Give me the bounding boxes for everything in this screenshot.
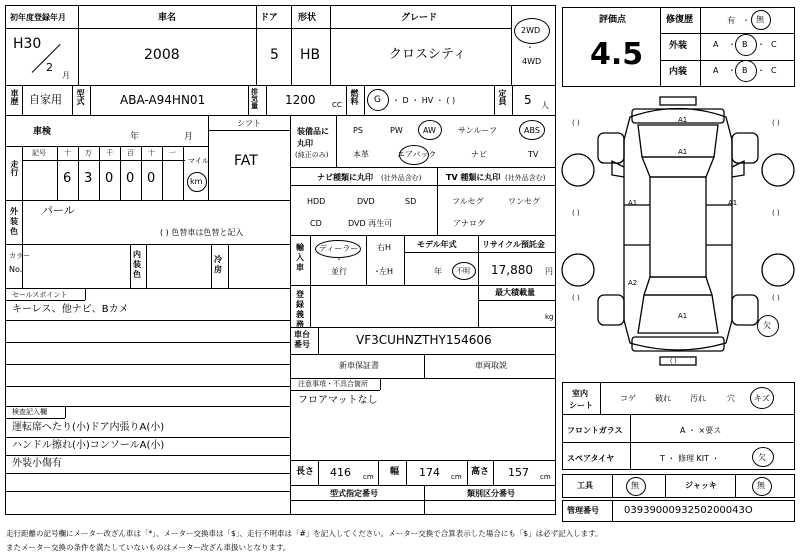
navi-dvd: DVD <box>357 197 375 206</box>
repair-no: 無 <box>756 15 764 24</box>
capacity: 5 <box>524 93 532 107</box>
import-dot: ・ <box>335 255 343 264</box>
mileage-digit: 0 <box>147 171 156 186</box>
grade-label: グレード <box>401 13 438 23</box>
mileage-digit: 0 <box>105 171 114 186</box>
import-dealer: ディーラー <box>319 244 359 253</box>
seat-label-2: シート <box>569 401 593 410</box>
tv-sub: (社外品含む) <box>505 174 546 182</box>
inspection-year-unit: 年 <box>130 132 140 142</box>
interior-grade-c: C <box>771 66 777 75</box>
usage-label: 車歴 <box>10 89 19 105</box>
svg-text:( ): ( ) <box>670 358 677 365</box>
score-label: 評価点 <box>599 15 627 25</box>
exterior-grade-dot: ・ <box>728 40 736 49</box>
model-label: 型式 <box>76 89 85 105</box>
km-label: km <box>190 177 203 186</box>
car-name-label: 車名 <box>158 13 177 23</box>
class-number-label: 類別区分番号 <box>467 489 515 498</box>
digit-header: 十 <box>148 149 155 157</box>
equip-leather: 本革 <box>353 150 369 159</box>
recycle-label: リサイクル預託金 <box>482 240 545 249</box>
inspector-line-2: ハンドル擦れ(小)コンソールA(小) <box>12 440 165 451</box>
navi-cd: CD <box>310 219 322 228</box>
svg-text:( ): ( ) <box>772 209 780 217</box>
digit-header: 十 <box>64 149 71 157</box>
fuel-label: 燃料 <box>350 89 359 105</box>
management-number: 0393900093250200043O <box>624 505 753 516</box>
jack-label: ジャッキ <box>685 481 717 490</box>
new-car-warranty: 新車保証書 <box>339 361 379 370</box>
seat-dirt: 汚れ <box>690 394 706 403</box>
seat-tear: 破れ <box>655 394 671 403</box>
digit-header: 一 <box>169 149 176 157</box>
first-reg-label: 初年度登録年月 <box>10 13 66 22</box>
equipment-label-3: (純正のみ) <box>295 151 329 159</box>
color-no-label-1: カラー <box>9 252 30 260</box>
recycle-amount: 17,880 <box>491 263 533 277</box>
interior-grade-label: 内装 <box>669 67 688 77</box>
exterior-grade-c: C <box>771 40 777 49</box>
svg-text:( ): ( ) <box>772 119 780 127</box>
import-dot-2: ・ <box>373 267 381 276</box>
exterior-label: 外装色 <box>10 207 18 236</box>
left-sheet <box>5 5 556 515</box>
svg-text:( ): ( ) <box>572 119 580 127</box>
footer-line-1: 走行距離の記号欄にメーター改ざん車は「*」、メーター交換車は「$」、走行不明車は「#」を記入してください。メーター交換で合算表示した場合にも「$」は必ず記入します。 <box>6 529 603 538</box>
seat-scratch: キズ <box>754 394 770 403</box>
svg-text:( ): ( ) <box>572 209 580 217</box>
exterior-grade-b: B <box>742 40 748 49</box>
shape: HB <box>300 47 321 63</box>
inspection-month-unit: 月 <box>184 132 194 142</box>
vehicle-manual: 車両取説 <box>475 361 507 370</box>
exterior-color: パール <box>42 204 75 217</box>
spare-missing: 欠 <box>758 453 766 462</box>
height: 157 <box>508 466 529 479</box>
doors: 5 <box>270 47 279 63</box>
notes-text: フロアマットなし <box>298 395 378 406</box>
tools-label: 工具 <box>577 481 593 490</box>
length: 416 <box>330 466 351 479</box>
shape-label: 形状 <box>298 13 317 23</box>
cc-unit: CC <box>332 101 342 109</box>
model: ABA-A94HN01 <box>120 93 206 107</box>
mile-label: マイル <box>188 157 209 165</box>
equip-pw: PW <box>390 126 403 135</box>
tv-fullseg: フルセグ <box>452 197 484 206</box>
fuel-g: G <box>374 95 381 105</box>
svg-text:( ): ( ) <box>572 294 580 302</box>
interior-grade-b: B <box>742 66 748 75</box>
tv-analog: アナログ <box>453 219 485 228</box>
import-label: 輸入車 <box>296 243 304 272</box>
equip-aw: AW <box>423 126 436 135</box>
era-year: H30 <box>13 36 42 52</box>
car-name: 2008 <box>144 47 180 63</box>
spare-label: スペアタイヤ <box>567 454 615 463</box>
tools-value: 無 <box>631 481 639 490</box>
tv-label: TV 種類に丸印 <box>446 173 501 182</box>
damage-mark-left-rear: A2 <box>628 279 638 287</box>
drive-4wd: 4WD <box>522 57 542 66</box>
equip-tv: TV <box>528 150 539 159</box>
shift: FAT <box>234 153 258 169</box>
exterior-grade-dot: ・ <box>757 40 765 49</box>
footer-line-2: またメーター交換の条件を満たしていないものはメーター改ざん車扱いとなります。 <box>6 543 291 552</box>
drive-dot: ・ <box>526 43 534 52</box>
inspection-label: 車検 <box>33 127 52 137</box>
reg-month: 2 <box>46 61 53 74</box>
import-parallel: 並行 <box>331 267 347 276</box>
equip-airbag: エアバック <box>397 150 437 159</box>
height-unit: cm <box>540 473 551 481</box>
exterior-grade-label: 外装 <box>669 41 688 51</box>
repair-dot: ・ <box>742 16 750 25</box>
equipment-label-1: 装備品に <box>297 127 329 136</box>
mileage-digit: 6 <box>63 171 72 186</box>
exterior-grade-a: A <box>713 40 719 49</box>
model-year-unit: 年 <box>434 267 442 276</box>
interior-grade-dot: ・ <box>728 66 736 75</box>
inspector-line-3: 外装小傷有 <box>12 458 62 469</box>
damage-mark-roof: A1 <box>678 148 688 156</box>
reg-month-unit: 月 <box>62 71 70 80</box>
max-load-label: 最大積載量 <box>495 288 535 297</box>
spare-value: T ・ 修理 KIT ・ <box>660 454 720 463</box>
navi-sd: SD <box>405 197 417 206</box>
displacement: 1200 <box>285 93 316 107</box>
shift-label: シフト <box>237 119 261 128</box>
color-no-label-2: No. <box>9 265 23 274</box>
digit-header: 百 <box>127 149 134 157</box>
equipment-label-2: 丸印 <box>297 139 313 148</box>
length-unit: cm <box>363 473 374 481</box>
import-left-h: 左H <box>379 267 394 276</box>
kg-unit: kg <box>545 313 554 321</box>
equip-abs: ABS <box>524 126 540 135</box>
damage-mark-rear: A1 <box>678 312 688 320</box>
equip-sunroof: サンルーフ <box>458 126 497 135</box>
inspector-label: 検査記入欄 <box>12 408 47 416</box>
jack-value: 無 <box>757 481 765 490</box>
sales-point-text: キーレス、他ナビ、Bカメ <box>12 304 129 315</box>
digit-header: 千 <box>106 149 113 157</box>
width: 174 <box>419 466 440 479</box>
length-label: 長さ <box>296 467 315 477</box>
equip-ps: PS <box>353 126 363 135</box>
seat-hole: 穴 <box>727 394 735 403</box>
interior-grade-dot: ・ <box>757 66 765 75</box>
tv-oneseg: ワンセグ <box>508 197 540 206</box>
seat-label-1: 室内 <box>572 389 588 398</box>
repair-label: 修復歴 <box>666 15 694 25</box>
grade: クロスシティ <box>389 47 466 62</box>
damage-mark-front: A1 <box>678 116 688 124</box>
exterior-note: ( ) 色替車は色替と記入 <box>160 228 244 237</box>
capacity-unit: 人 <box>541 101 549 110</box>
notes-label: 注意事項・不具合箇所 <box>298 380 368 388</box>
glass-label: フロントガラス <box>567 426 623 435</box>
door-label: ドア <box>260 13 278 23</box>
mileage-sign-label: 記号 <box>32 149 46 157</box>
displacement-label: 排気量 <box>251 88 258 110</box>
interior-grade-a: A <box>713 66 719 75</box>
equip-navi: ナビ <box>471 150 487 159</box>
interior-color-label: 内装色 <box>133 250 141 279</box>
recycle-unit: 円 <box>545 267 553 276</box>
navi-dvd-play: DVD 再生可 <box>348 219 393 228</box>
damage-mark-right-door: A1 <box>728 199 738 207</box>
missing-mark: 欠 <box>763 321 771 330</box>
vin-label: 車台番号 <box>294 330 310 349</box>
navi-hdd: HDD <box>307 197 326 206</box>
digit-header: 万 <box>85 149 92 157</box>
navi-sub: (社外品含む) <box>381 174 422 182</box>
damage-mark-left-door: A1 <box>628 199 638 207</box>
fuel-options: ・ D ・ HV ・ ( ) <box>392 96 456 105</box>
vin-value: VF3CUHNZTHY154606 <box>356 333 492 347</box>
inspector-line-1: 運転席へたり(小)ドア内張りA(小) <box>12 422 165 433</box>
svg-text:( ): ( ) <box>772 294 780 302</box>
mileage-label: 走行 <box>10 160 19 176</box>
score-value: 4.5 <box>590 37 644 72</box>
navi-label: ナビ種類に丸印 <box>317 173 373 182</box>
model-year-unknown: 不明 <box>456 267 470 275</box>
import-right-h: 右H <box>377 243 392 252</box>
repair-yes: 有 <box>727 16 735 25</box>
capacity-label: 定員 <box>498 89 507 105</box>
mileage-digit: 0 <box>126 171 135 186</box>
glass-value: A ・ ×要ス <box>680 426 722 435</box>
seat-burn: コゲ <box>620 394 636 403</box>
width-unit: cm <box>451 473 462 481</box>
sales-point-label: セールスポイント <box>12 291 68 299</box>
drive-2wd: 2WD <box>521 26 541 35</box>
usage: 自家用 <box>29 93 62 106</box>
model-year-label: モデル年式 <box>417 240 457 249</box>
width-label: 幅 <box>390 467 400 477</box>
ac-label: 冷房 <box>214 255 222 274</box>
height-label: 高さ <box>471 467 490 477</box>
registration-label: 登録義務 <box>296 290 304 329</box>
type-number-label: 型式指定番号 <box>330 489 378 498</box>
mileage-digit: 3 <box>84 171 93 186</box>
management-label: 管理番号 <box>567 506 599 515</box>
